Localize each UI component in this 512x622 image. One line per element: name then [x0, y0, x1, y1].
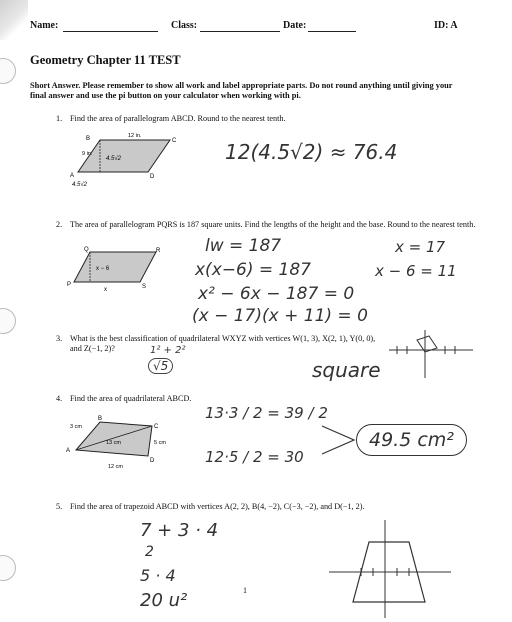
- handwritten-line: (x − 17)(x + 11) = 0: [192, 306, 368, 326]
- question-number: 3.: [56, 334, 63, 343]
- name-label: Name:: [30, 20, 59, 31]
- handwritten-answer-1: 12(4.5√2) ≈ 76.4: [225, 140, 398, 164]
- hole-punch: [0, 308, 16, 334]
- vertex-a: A: [66, 448, 71, 454]
- vertex-b: B: [98, 416, 103, 422]
- handwritten-line: 13·3 / 2 = 39 / 2: [205, 404, 328, 422]
- side-label: 3 cm: [70, 424, 82, 430]
- handwritten-line: 12·5 / 2 = 30: [205, 448, 304, 466]
- vertex-s: S: [142, 284, 147, 290]
- vertex-d: D: [150, 458, 155, 464]
- side-label: 5 cm: [154, 440, 166, 446]
- vertex-c: C: [154, 424, 159, 430]
- id-label: ID: A: [434, 20, 458, 31]
- instructions: Short Answer. Please remember to show all work and label appropriate parts. Do not round anything until giving your final answer and use the pi button on your calculator when working with pi.: [30, 81, 453, 100]
- handwritten-trapezoid-sketch: [325, 516, 455, 620]
- hole-punch: [0, 555, 16, 581]
- handwritten-line: 7 + 3 · 4: [140, 520, 219, 541]
- base-offset-label: 4.5√2: [72, 182, 87, 188]
- question-number: 4.: [56, 394, 63, 403]
- handwritten-line: 2: [145, 544, 154, 560]
- class-blank[interactable]: [200, 31, 280, 32]
- test-title: Geometry Chapter 11 TEST: [30, 53, 181, 67]
- handwritten-line: x² − 6x − 187 = 0: [198, 284, 355, 304]
- diagonal-label: 13 cm: [106, 440, 121, 446]
- question-number: 5.: [56, 502, 63, 511]
- height-label: 4.5√2: [106, 156, 121, 162]
- handwritten-arrow: [320, 420, 360, 460]
- base-label: 12 cm: [108, 464, 123, 470]
- handwritten-line: 5 · 4: [140, 566, 176, 585]
- vertex-q: Q: [84, 247, 89, 253]
- height-label: x − 6: [96, 266, 110, 272]
- parallelogram-pqrs-figure: [66, 244, 166, 294]
- staple-mark: [0, 0, 28, 40]
- question-number: 2.: [56, 220, 63, 229]
- base-label: x: [104, 287, 107, 293]
- vertex-c: C: [172, 138, 177, 144]
- name-blank[interactable]: [63, 31, 158, 32]
- vertex-r: R: [156, 248, 161, 254]
- vertex-a: A: [70, 173, 75, 179]
- hole-punch: [0, 58, 16, 84]
- parallelogram-abcd-figure: [60, 128, 180, 188]
- handwritten-line: 20 u²: [140, 590, 188, 611]
- date-label: Date:: [283, 20, 307, 31]
- handwritten-line: lw = 187: [205, 236, 282, 256]
- handwritten-answer-3: square: [312, 358, 381, 382]
- slant-side-label: 9 in.: [82, 151, 93, 157]
- question-text: Find the area of quadrilateral ABCD.: [70, 394, 192, 403]
- vertex-p: P: [67, 282, 72, 288]
- question-text: What is the best classification of quadrilateral WXYZ with vertices W(1, 3), X(2, 1), Y(0, 0), and Z(−1, 2)?: [70, 334, 376, 353]
- handwritten-result: x = 17: [395, 238, 446, 256]
- handwritten-result: x − 6 = 11: [375, 262, 457, 280]
- handwritten-answer-4: 49.5 cm²: [356, 424, 467, 456]
- class-label: Class:: [171, 20, 198, 31]
- handwritten-coordinate-sketch: [385, 328, 477, 380]
- handwritten-line: x(x−6) = 187: [195, 260, 311, 280]
- question-number: 1.: [56, 114, 63, 123]
- top-side-label: 12 in.: [128, 133, 142, 139]
- question-text: The area of parallelogram PQRS is 187 square units. Find the lengths of the height and the base. Round to the nearest tenth.: [70, 220, 476, 229]
- page-number: 1: [243, 586, 247, 595]
- date-blank[interactable]: [308, 31, 356, 32]
- handwritten-work: 1² + 2²: [150, 345, 186, 356]
- quadrilateral-abcd-figure: [62, 410, 182, 474]
- question-text: Find the area of parallelogram ABCD. Round to the nearest tenth.: [70, 114, 286, 123]
- question-text: Find the area of trapezoid ABCD with vertices A(2, 2), B(4, −2), C(−3, −2), and D(−1, 2).: [70, 502, 365, 511]
- vertex-b: B: [86, 136, 91, 142]
- vertex-d: D: [150, 174, 155, 180]
- handwritten-root: √5: [148, 358, 173, 374]
